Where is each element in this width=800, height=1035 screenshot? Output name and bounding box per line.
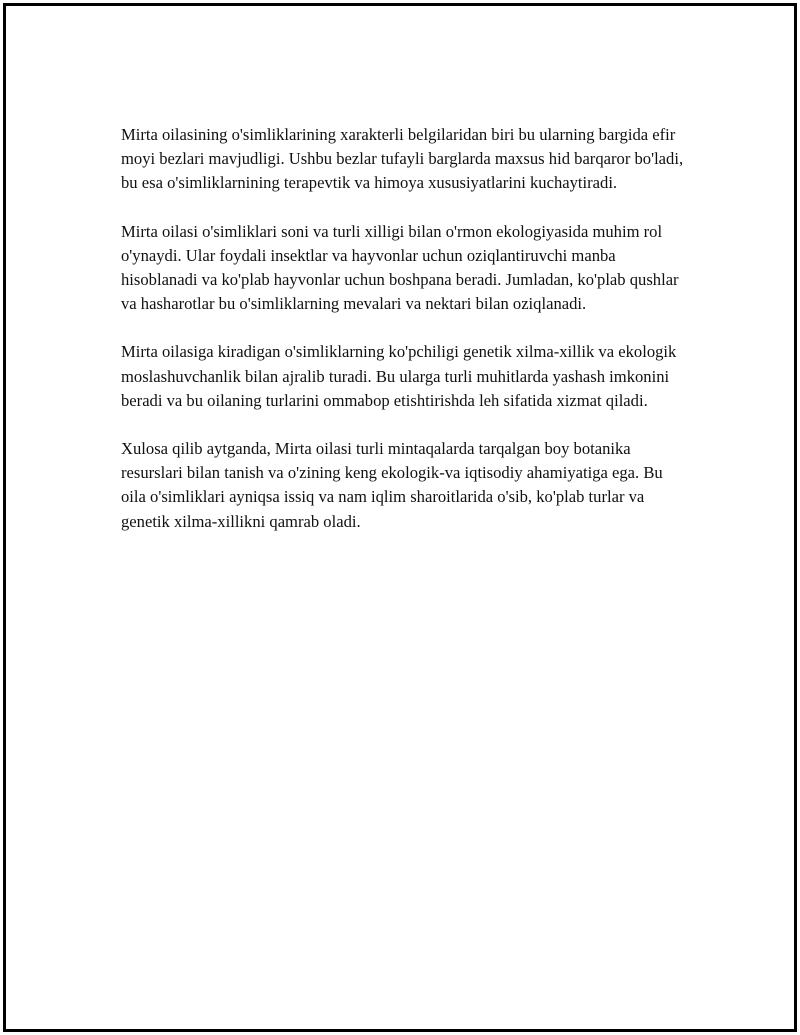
page-frame (3, 3, 797, 1032)
paragraph-3: Mirta oilasiga kiradigan o'simliklarning ko'pchiligi genetik xilma-xillik va ekologik moslashuvchanlik bilan ajralib turadi. Bu ularga turli muhitlarda yashash imkonini beradi va bu oilaning turlarini ommabop etishtirishda leh sifatida xizmat qiladi. (121, 342, 677, 410)
paragraph-4: Xulosa qilib aytganda, Mirta oilasi turli mintaqalarda tarqalgan boy botanika resurslari bilan tanish va o'zining keng ekologik-va iqtisodiy ahamiyatiga ega. Bu oila o'simliklari ayniqsa issiq va nam iqlim sharoitlarida o'sib, ko'plab turlar va genetik xilma-xillikni qamrab oladi. (121, 439, 663, 531)
paragraph-1: Mirta oilasining o'simliklarining xarakterli belgilaridan biri bu ularning bargida efir moyi bezlari mavjudligi. Ushbu bezlar tufayli barglarda maxsus hid barqaror bo'ladi, bu esa o'simliklarnining terapevtik va himoya xususiyatlarini kuchaytiradi. (121, 125, 684, 193)
paragraph-2: Mirta oilasi o'simliklari soni va turli xilligi bilan o'rmon ekologiyasida muhim rol o'ynaydi. Ular foydali insektlar va hayvonlar uchun oziqlantiruvchi manba hisoblanadi va ko'plab hayvonlar uchun boshpana beradi. Jumladan, ko'plab qushlar va hasharotlar bu o'simliklarning mevalari va nektari bilan oziqlanadi. (121, 221, 679, 314)
document-body (121, 123, 691, 558)
